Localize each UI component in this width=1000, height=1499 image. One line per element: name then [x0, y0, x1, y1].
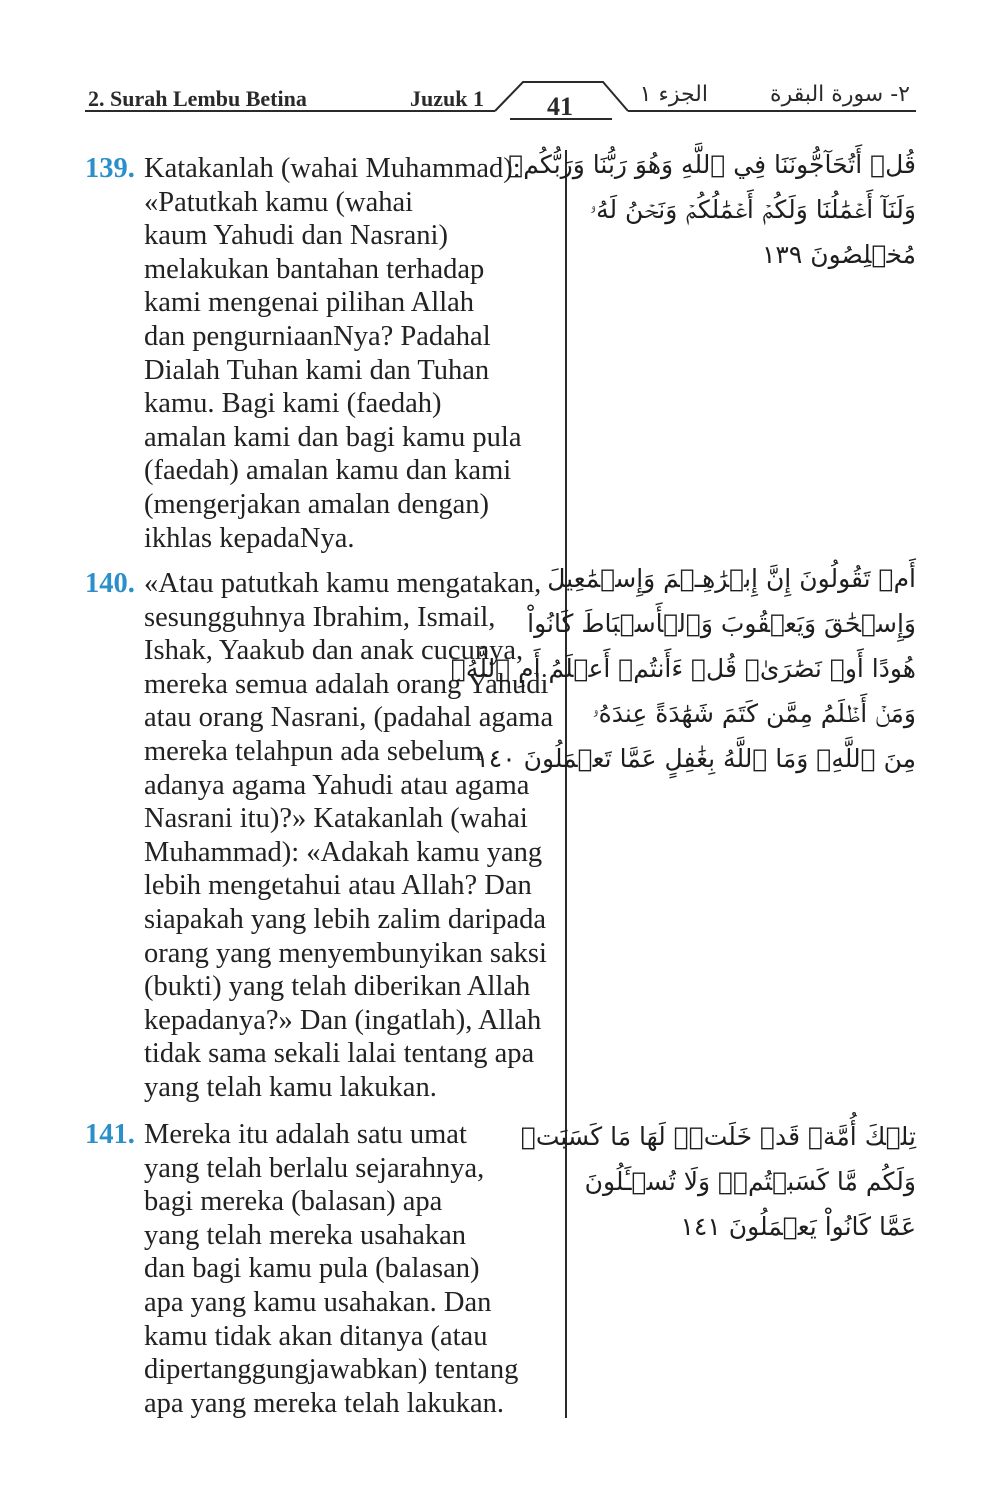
verse-translation-139: [85, 152, 560, 555]
translation-line: kami mengenai pilihan Allah: [144, 287, 475, 319]
translation-line: dipertanggungjawabkan) tentang: [144, 1354, 519, 1386]
translation-line: sesungguhnya Ibrahim, Ismail,: [144, 601, 496, 633]
verse-number: 141.: [85, 1119, 135, 1150]
arabic-line: وَلَكُم مَّا كَسَبۡتُمۡۖ وَلَا تُسۡـَٔلُونَ: [584, 1167, 916, 1196]
translation-line: Nasrani itu)?» Katakanlah (wahai: [144, 803, 528, 835]
arabic-line: عَمَّا كَانُواْ يَعۡمَلُونَ ١٤١: [680, 1212, 916, 1241]
translation-line: (mengerjakan amalan dengan): [144, 488, 489, 520]
translation-line: apa yang kamu usahakan. Dan: [144, 1286, 492, 1318]
translation-line: kamu tidak akan ditanya (atau: [144, 1320, 488, 1352]
arabic-line: مِنَ ٱللَّهِۗ وَمَا ٱللَّهُ بِغَٰفِلٍ عَمَّا تَعۡمَلُونَ ١٤٠: [475, 744, 916, 773]
translation-line: tidak sama sekali lalai tentang apa: [144, 1038, 535, 1070]
translation-line: yang telah kamu lakukan.: [144, 1071, 437, 1103]
translation-line: yang telah berlalu sejarahnya,: [144, 1152, 485, 1184]
translation-line: mereka telahpun ada sebelum: [144, 735, 482, 767]
translation-line: Ishak, Yaakub dan anak cucunya,: [144, 635, 524, 667]
arabic-line: قُلۡ أَتُحَآجُّونَنَا فِي ٱللَّهِ وَهُوَ رَبُّنَا وَرَبُّكُمۡ: [508, 150, 916, 179]
translation-line: «Atau patutkah kamu mengatakan,: [144, 568, 542, 599]
translation-line: amalan kami dan bagi kamu pula: [144, 421, 522, 453]
translation-line: dan bagi kamu pula (balasan): [144, 1253, 480, 1285]
translation-line: apa yang mereka telah lakukan.: [144, 1387, 505, 1419]
surah-title-arabic: ٢- سورة البقرة: [770, 82, 910, 107]
arabic-line: مُخۡلِصُونَ ١٣٩: [761, 240, 916, 269]
translation-line: ikhlas kepadaNya.: [144, 522, 355, 554]
verse-number: 140.: [85, 568, 135, 599]
translation-line: (bukti) yang telah diberikan Allah: [144, 971, 531, 1003]
translation-line: Muhammad): «Adakah kamu yang: [144, 836, 543, 868]
page-header: [0, 0, 1000, 130]
column-divider: [565, 150, 567, 1418]
verse-arabic-140: [450, 556, 916, 781]
arabic-line: وَإِسۡحَٰقَ وَيَعۡقُوبَ وَٱلۡأَسۡبَاطَ كَانُواْ: [527, 609, 916, 638]
translation-line: bagi mereka (balasan) apa: [144, 1186, 443, 1218]
translation-line: kamu. Bagi kami (faedah): [144, 388, 442, 420]
arabic-line: أَمۡ تَقُولُونَ إِنَّ إِبۡرَٰهِـۧمَ وَإِسۡمَٰعِيلَ: [547, 564, 916, 593]
juzuk-label: Juzuk 1: [410, 86, 484, 111]
translation-line: melakukan bantahan terhadap: [144, 253, 485, 285]
verse-arabic-141: [520, 1114, 916, 1249]
translation-line: «Patutkah kamu (wahai: [144, 186, 414, 218]
translation-line: Dialah Tuhan kami dan Tuhan: [144, 354, 490, 386]
arabic-line: هُودًا أَوۡ نَصَٰرَىٰۗ قُلۡ ءَأَنتُمۡ أَعۡلَمُ أَمِ ٱللَّهُۗ: [450, 654, 916, 683]
translation-line: lebih mengetahui atau Allah? Dan: [144, 870, 532, 902]
translation-line: siapakah yang lebih zalim daripada: [144, 903, 547, 935]
translation-line: kepadanya?» Dan (ingatlah), Allah: [144, 1004, 542, 1036]
translation-line: kaum Yahudi dan Nasrani): [144, 220, 448, 252]
translation-line: Katakanlah (wahai Muhammad):: [144, 153, 521, 184]
translation-line: yang telah mereka usahakan: [144, 1219, 467, 1251]
translation-line: mereka semua adalah orang Yahudi: [144, 668, 549, 700]
arabic-line: وَمَنۡ أَظۡلَمُ مِمَّن كَتَمَ شَهَٰدَةً عِندَهُۥ: [592, 699, 916, 728]
arabic-line: وَلَنَآ أَعۡمَٰلُنَا وَلَكُمۡ أَعۡمَٰلُكُمۡ وَنَحۡنُ لَهُۥ: [589, 195, 916, 224]
verse-arabic-139: [508, 142, 916, 277]
translation-line: dan pengurniaanNya? Padahal: [144, 320, 491, 352]
translation-line: adanya agama Yahudi atau agama: [144, 769, 530, 801]
translation-line: atau orang Nasrani, (padahal agama: [144, 702, 554, 734]
surah-title-latin: 2. Surah Lembu Betina: [88, 86, 307, 111]
verse-number: 139.: [85, 153, 135, 184]
translation-line: Mereka itu adalah satu umat: [144, 1119, 467, 1150]
translation-line: orang yang menyembunyikan saksi: [144, 937, 547, 969]
juz-label-arabic: الجزء ١: [639, 82, 708, 107]
verse-translation-141: [85, 1118, 560, 1420]
translation-line: (faedah) amalan kamu dan kami: [144, 455, 512, 487]
arabic-line: تِلۡكَ أُمَّةٞ قَدۡ خَلَتۡۖ لَهَا مَا كَسَبَتۡ: [520, 1122, 916, 1151]
page-number: 41: [547, 92, 573, 121]
